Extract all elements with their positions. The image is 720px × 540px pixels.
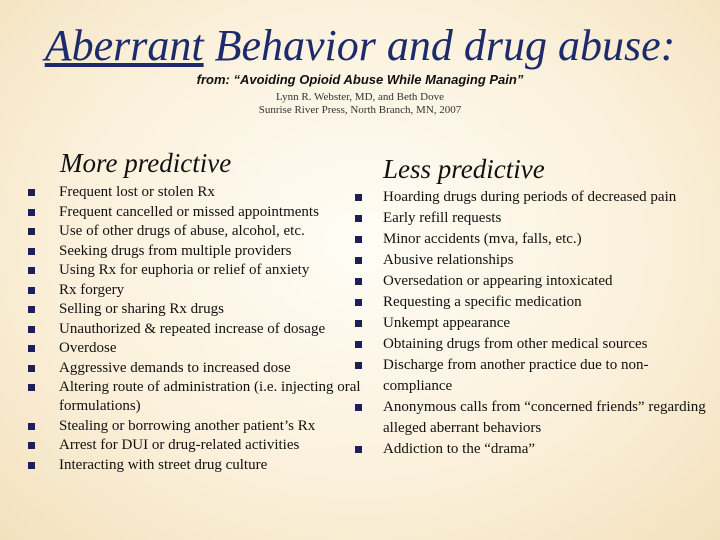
more-predictive-item [28,320,368,339]
square-bullet-icon [355,362,362,369]
less-predictive-item [351,229,711,250]
square-bullet-icon [355,341,362,348]
item-text: Minor accidents (mva, falls, etc.) [383,231,582,247]
square-bullet-icon [355,257,362,264]
item-text: Discharge from another practice due to non-compliance [383,357,649,394]
square-bullet-icon [28,462,35,469]
more-predictive-item [28,183,368,202]
item-text: Addiction to the “drama” [383,441,536,457]
more-predictive-heading: More predictive [60,148,232,178]
authors-line: Lynn R. Webster, MD, and Beth Dove [275,91,445,103]
less-predictive-item [351,250,711,271]
square-bullet-icon [355,446,362,453]
slide-title [0,22,720,70]
item-text: Rx forgery [59,281,125,298]
title-rest: Behavior and drug abuse: [203,21,676,70]
item-text: Overdose [59,340,117,356]
square-bullet-icon [28,189,35,196]
item-text: Oversedation or appearing intoxicated [383,273,613,289]
less-predictive-list [351,187,711,460]
item-text: Frequent cancelled or missed appointments [59,203,319,220]
less-predictive-item [351,313,711,334]
more-predictive-item [28,281,368,300]
item-text: Interacting with street drug culture [59,456,268,473]
more-predictive-item [28,261,368,280]
square-bullet-icon [28,228,35,235]
square-bullet-icon [28,345,35,352]
item-text: Anonymous calls from “concerned friends” regarding alleged aberrant behaviors [383,399,706,436]
item-text: Hoarding drugs during periods of decreased pain [383,189,677,205]
item-text: Unkempt appearance [383,315,511,331]
source-citation: from: “Avoiding Opioid Abuse While Managing Pain” [196,72,524,87]
item-text: Obtaining drugs from other medical sources [383,336,648,352]
more-predictive-item [28,417,368,436]
less-predictive-heading: Less predictive [383,154,545,184]
item-text: Arrest for DUI or drug-related activities [59,437,300,453]
more-predictive-item [28,300,368,319]
item-text: Seeking drugs from multiple providers [59,242,292,259]
more-predictive-item [28,222,368,241]
square-bullet-icon [28,423,35,430]
more-predictive-item [28,339,368,358]
more-predictive-item [28,436,368,455]
square-bullet-icon [355,404,362,411]
item-text: Stealing or borrowing another patient’s Rx [59,417,316,434]
more-predictive-item [28,359,368,378]
square-bullet-icon [28,287,35,294]
less-predictive-item [351,334,711,355]
publisher-line: Sunrise River Press, North Branch, MN, 2007 [258,104,462,116]
item-text: Early refill requests [383,210,502,226]
less-predictive-item [351,271,711,292]
square-bullet-icon [28,384,35,391]
more-predictive-list [28,183,368,475]
square-bullet-icon [28,209,35,216]
less-predictive-item [351,355,711,397]
item-text: Use of other drugs of abuse, alcohol, etc. [59,223,305,239]
more-predictive-item [28,203,368,222]
square-bullet-icon [28,442,35,449]
more-predictive-item [28,242,368,261]
less-predictive-item [351,208,711,229]
square-bullet-icon [355,236,362,243]
less-predictive-item [351,439,711,460]
square-bullet-icon [28,248,35,255]
square-bullet-icon [355,320,362,327]
square-bullet-icon [28,365,35,372]
title-underlined-word: Aberrant [44,21,204,70]
less-predictive-item [351,292,711,313]
square-bullet-icon [28,267,35,274]
less-predictive-item [351,397,711,439]
item-text: Aggressive demands to increased dose [59,359,291,376]
item-text: Selling or sharing Rx drugs [59,301,224,317]
item-text: Unauthorized & repeated increase of dosage [59,320,326,337]
more-predictive-item [28,456,368,475]
square-bullet-icon [355,215,362,222]
item-text: Abusive relationships [383,252,514,268]
square-bullet-icon [28,306,35,313]
less-predictive-item [351,187,711,208]
square-bullet-icon [355,194,362,201]
square-bullet-icon [28,326,35,333]
item-text: Using Rx for euphoria or relief of anxiety [59,262,310,278]
item-text: Altering route of administration (i.e. injecting oral formulations) [59,379,361,414]
item-text: Requesting a specific medication [383,294,582,310]
item-text: Frequent lost or stolen Rx [59,184,215,200]
more-predictive-item [28,378,368,416]
square-bullet-icon [355,278,362,285]
square-bullet-icon [355,299,362,306]
